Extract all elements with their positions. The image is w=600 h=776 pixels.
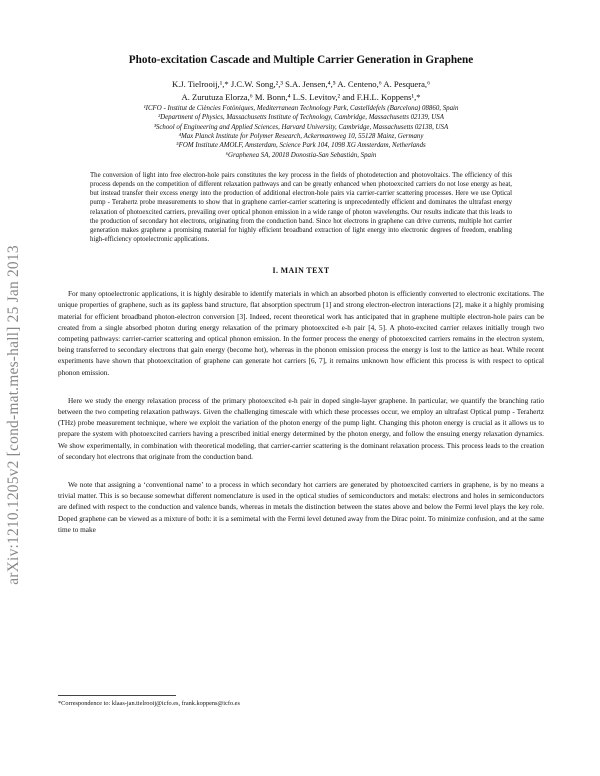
section-heading: I. MAIN TEXT [272, 266, 330, 276]
authors-line: A. Zurutuza Elorza,⁶ M. Bonn,⁴ L.S. Levitov,² and F.H.L. Koppens¹,* [181, 91, 421, 102]
arxiv-sidebar-stamp [0, 180, 28, 650]
body-paragraph: Here we study the energy relaxation process of the primary photoexcited e-h pair in doped single-layer graphene. In particular, we quantify the branching ratio between the two competing relaxation pathways. Given the challenging timescale with which these processes occur, we employ an ultrafast Optical pump - Terahertz (THz) probe measurement technique, where we exploit the variation of the photon energy of the pump light. Changing this photon energy is crucial as it allows us to prepare the system with photoexcited carriers having a prescribed initial energy determined by the photon energy, and follow the ensuing energy relaxation dynamics. We show experimentally, in combination with theoretical modeling, that carrier-carrier scattering is the dominant relaxation process. This process leads to the creation of secondary hot electrons that originate from the conduction band. [58, 396, 544, 461]
authors-line: K.J. Tielrooij,¹,* J.C.W. Song,²,³ S.A. Jensen,⁴,⁵ A. Centeno,⁶ A. Pesquera,⁶ [171, 79, 431, 89]
affiliation: ⁵FOM Institute AMOLF, Amsterdam, Science Park 104, 1098 XG Amsterdam, Netherlands [176, 142, 426, 150]
paper-page [58, 0, 544, 536]
body-paragraph: We note that assigning a ‘conventional name’ to a process in which secondary hot carriers are generated by photoexcited carriers in graphene, is by no means a trivial matter. This is so because somewhat different nomenclature is used in the optical studies of semiconductors and metals: electrons and holes in semiconductors are defined with respect to the conduction and valence bands, whereas in metals the distinction between the states above and below the Fermi level plays the key role. Doped graphene can be viewed as a mixture of both: it is a semimetal with the Fermi level detuned away from the Dirac point. To minimize confusion, and at the same time to make [58, 481, 544, 534]
body-paragraph: For many optoelectronic applications, it is highly desirable to identify materials in which an absorbed photon is efficiently converted to electronic excitations. The unique properties of graphene, such as its gapless band structure, flat absorption spectrum [1] and strong electron-electron interactions [2], make it a highly promising material for efficient broadband photon-electron conversion [3]. Indeed, recent theoretical work has anticipated that in graphene multiple electron-hole pairs can be created from a single absorbed photon during energy relaxation of the primary photoexcited e-h pair [4, 5]. A photo-excited carrier relaxes initially trough two competing pathways: carrier-carrier scattering and optical phonon emission. In the former process the energy of photoexcited carriers remains in the electron system, being transferred to secondary electrons that gain energy (become hot), whereas in the phonon emission process the energy is lost to the lattice as heat. While recent experiments have shown that photoexcitation of graphene can generate hot carriers [6, 7], it remains unknown how efficient this process is with respect to optical phonon emission. [58, 290, 544, 377]
arxiv-identifier: arXiv:1210.1205v2 [cond-mat.mes-hall] 25 Jan 2013 [5, 245, 22, 585]
abstract: The conversion of light into free electron-hole pairs constitutes the key process in the fields of photodetection and photovoltaics. The efficiency of this process depends on the competition of different relaxation pathways and can be greatly enhanced when photoexcited carriers do not lose energy as heat, but instead transfer their excess energy into the production of additional electron-hole pairs via carrier-carrier scattering processes. Here we use Optical pump - Terahertz probe measurements to show that in graphene carrier-carrier scattering is unprecedentedly efficient and dominates the ultrafast energy relaxation of photoexcited carriers, prevailing over optical phonon emission in a wide range of photon wavelengths. Our results indicate that this leads to the production of secondary hot electrons, originating from the conduction band. Since hot electrons in graphene can drive currents, multiple hot carrier generation makes graphene a promising material for highly efficient broadband extraction of light energy into electronic degrees of freedom, enabling high-efficiency optoelectronic applications. [90, 171, 512, 244]
affiliation: ⁴Max Planck Institute for Polymer Research, Ackermannweg 10, 55128 Mainz, Germany [178, 133, 424, 141]
affiliation: ¹ICFO - Institut de Ciències Fotòniques, Mediterranean Technology Park, Castelldefels (Barcelona) 08860, Spain [143, 105, 459, 113]
affiliation: ⁶Graphenea SA, 20018 Donostia-San Sebastián, Spain [225, 151, 377, 159]
affiliation-list [58, 104, 544, 160]
footnote-divider [58, 695, 176, 696]
correspondence-footnote: *Correspondence to: klaas-jan.tielrooij@icfo.es, frank.koppens@icfo.es [58, 700, 240, 707]
author-list [58, 78, 544, 103]
affiliation: ³School of Engineering and Applied Sciences, Harvard University, Cambridge, Massachusetts 02138, USA [153, 123, 449, 131]
paper-title: Photo-excitation Cascade and Multiple Carrier Generation in Graphene [128, 54, 474, 66]
affiliation: ²Department of Physics, Massachusetts Institute of Technology, Cambridge, Massachusetts 02139, USA [158, 114, 444, 122]
